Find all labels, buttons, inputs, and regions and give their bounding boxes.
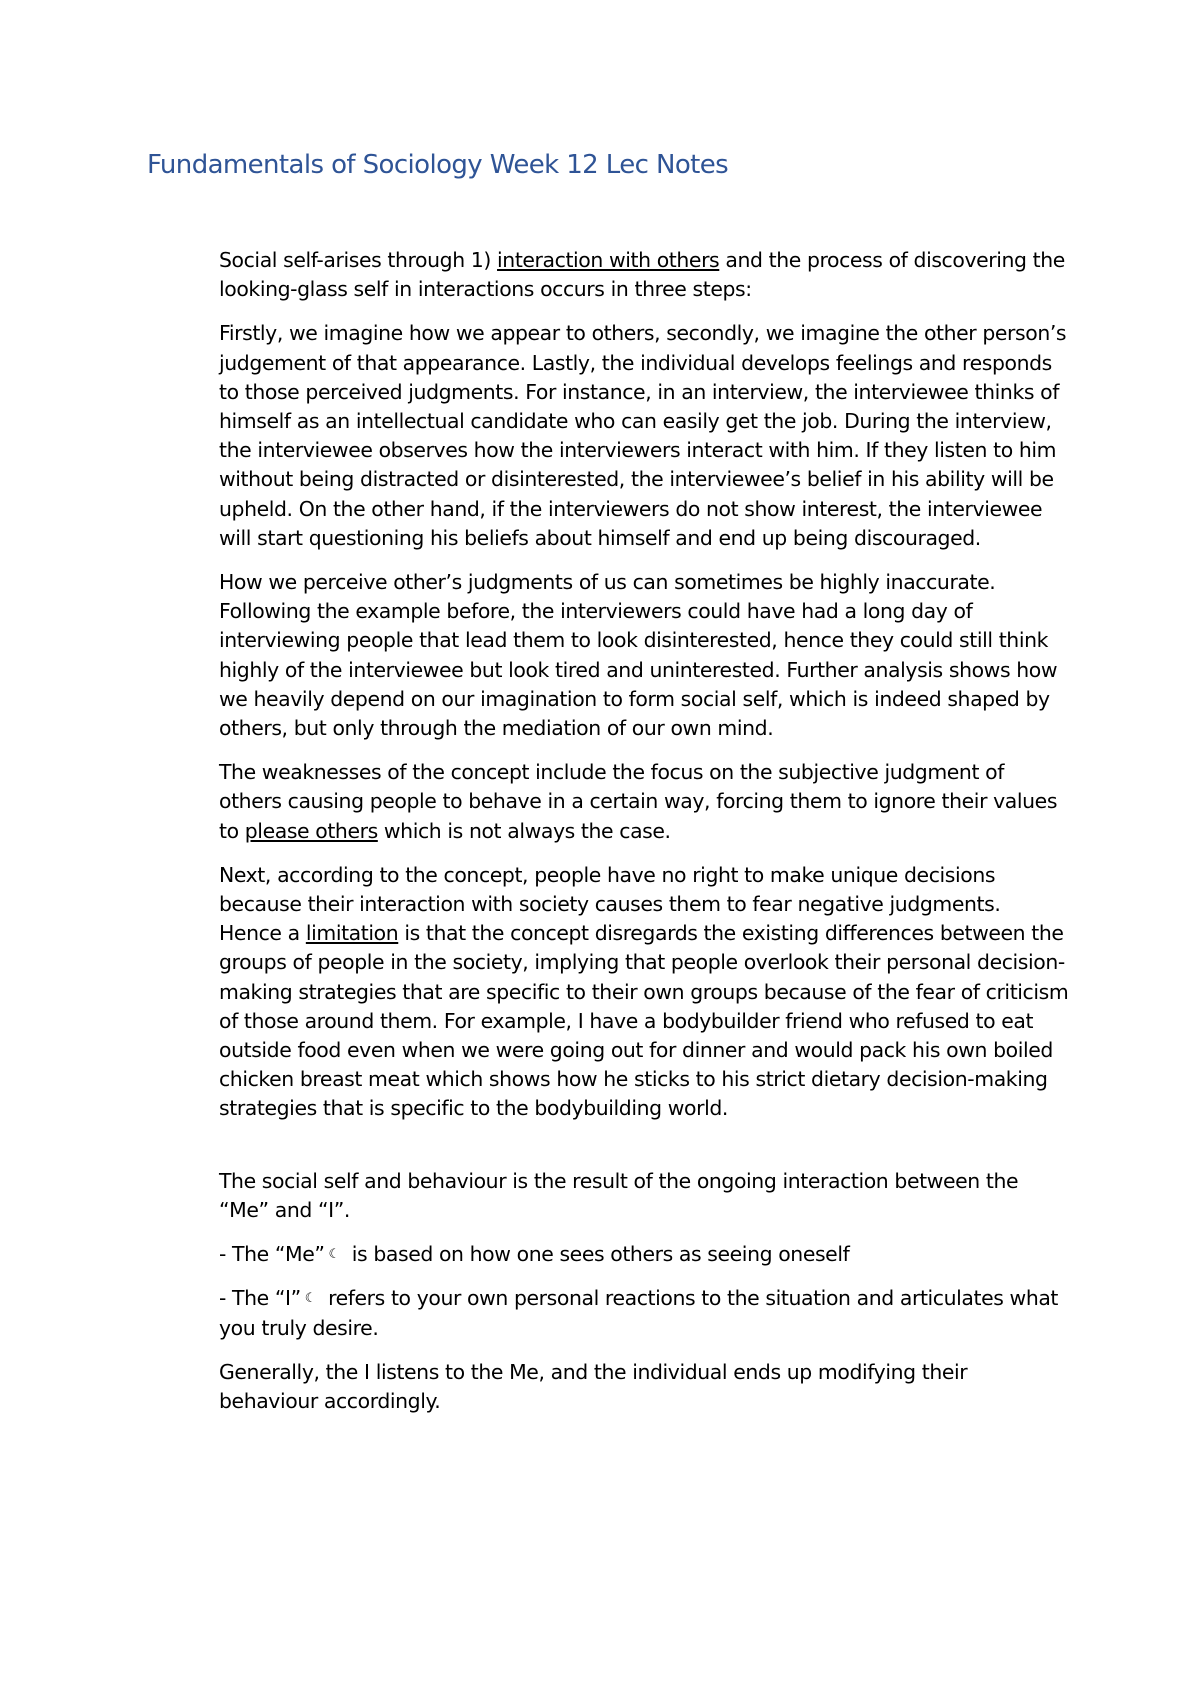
paragraph-inaccurate-perception: How we perceive other’s judgments of us can sometimes be highly inaccurate. Following the example before, the interviewers could have had a long day of interviewing people that lead them to look disinterested, hence they could still think highly of the interviewee but look tired and uninterested. Further analysis shows how we heavily depend on our imagination to form social self, which is indeed shaped by others, but only through the mediation of our own mind.	[219, 570, 1058, 741]
paragraph-weaknesses	[219, 758, 1069, 846]
bullet-i-text: refers to your own personal reactions to the situation and articulates what you truly desire.	[219, 1286, 1059, 1340]
underlined-please-others: please others	[244, 818, 378, 843]
bullet-i	[219, 1284, 1069, 1342]
moon-glyph-icon: ☾	[304, 1291, 317, 1307]
document-title: Fundamentals of Sociology Week 12 Lec Notes	[147, 150, 729, 180]
bullet-me-label: - The “Me”	[219, 1242, 325, 1267]
paragraph-me-and-i: The social self and behaviour is the result of the ongoing interaction between the “Me” and “I”.	[219, 1168, 1019, 1222]
underlined-interaction-with-others: interaction with others	[497, 248, 720, 272]
paragraph-limitation	[219, 861, 1069, 1124]
bullet-i-label: - The “I”	[219, 1286, 301, 1311]
paragraph-intro-text-a: Social self-arises through 1)	[219, 248, 498, 272]
paragraph-intro	[219, 246, 1069, 304]
paragraph-intro-text-b: and the process of discovering the looking-glass self in interactions occurs in three steps:	[219, 248, 1065, 302]
moon-glyph-icon: ☾	[328, 1247, 340, 1263]
paragraph-conclusion: Generally, the I listens to the Me, and the individual ends up modifying their behaviour accordingly.	[219, 1359, 968, 1413]
bullet-me	[219, 1240, 1069, 1269]
bullet-me-text: is based on how one sees others as seeing oneself	[351, 1242, 850, 1267]
paragraph-weaknesses-text-b: which is not always the case.	[377, 818, 671, 843]
paragraph-three-steps: Firstly, we imagine how we appear to others, secondly, we imagine the other person’s judgement of that appearance. Lastly, the individual develops feelings and responds to those perceived judgments. For instance, in an interview, the interviewee thinks of himself as an intellectual candidate who can easily get the job. During the interview, the interviewee observes how the interviewers interact with him. If they listen to him without being distracted or disinterested, the interviewee’s belief in his ability will be upheld. On the other hand, if the interviewers do not show interest, the interviewee will start questioning his beliefs about himself and end up being discouraged.	[219, 321, 1067, 550]
document-body	[219, 246, 1069, 1431]
underlined-limitation: limitation	[305, 921, 399, 946]
paragraph-limitation-text-b: is that the concept disregards the existing differences between the groups of people in the society, implying that people overlook their personal decision-making strategies that are specific to their own groups because of the fear of criticism of those around them. For example, I have a bodybuilder friend who refused to eat outside food even when we were going out for dinner and would pack his own boiled chicken breast meat which shows how he sticks to his strict dietary decision-making strategies that is specific to the bodybuilding world.	[219, 921, 1069, 1121]
paragraph-limitation-text-a: Next, according to the concept, people have no right to make unique decisions because their interaction with society causes them to fear negative judgments. Hence a	[219, 862, 1001, 946]
paragraph-weaknesses-text-a: The weaknesses of the concept include the focus on the subjective judgment of others causing people to behave in a certain way, forcing them to ignore their values to	[219, 760, 1058, 843]
